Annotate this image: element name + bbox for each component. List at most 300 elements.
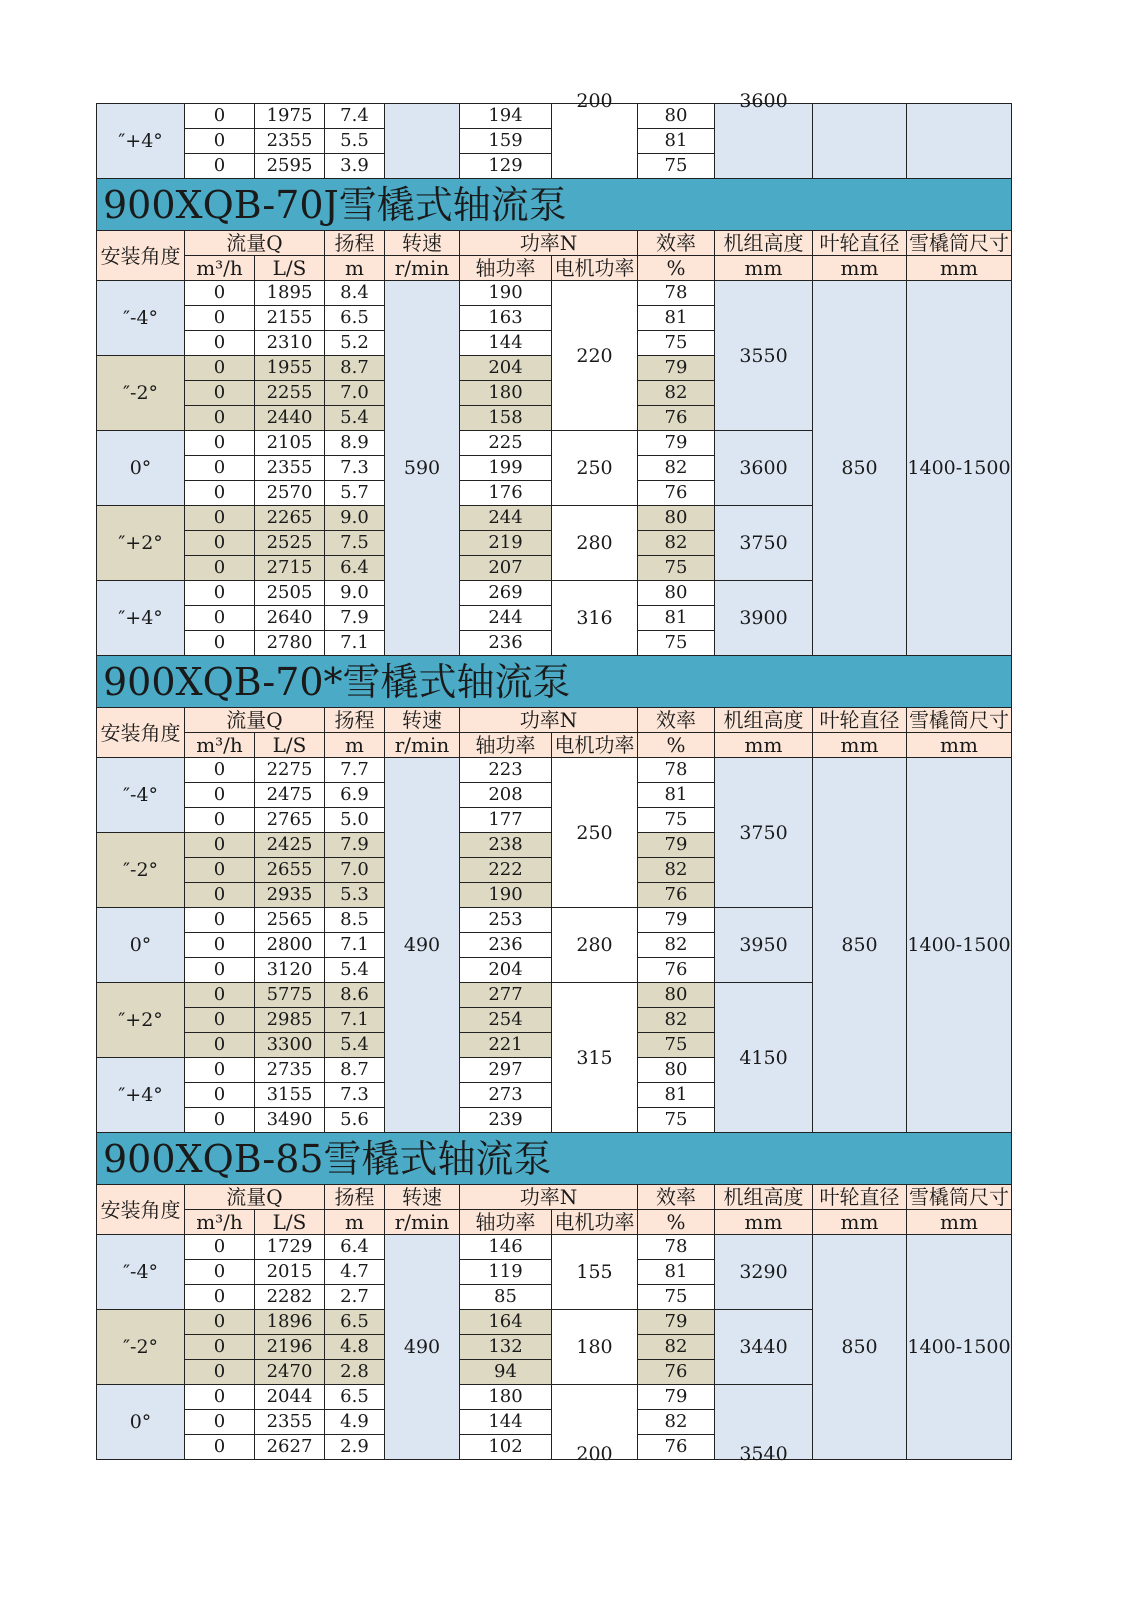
flow-m3h-cell: 0 bbox=[185, 783, 255, 808]
head-cell: 5.7 bbox=[325, 481, 385, 506]
flow-ls-cell: 1895 bbox=[255, 281, 325, 306]
header-shaft-power: 轴功率 bbox=[460, 733, 552, 758]
flow-ls-cell: 3300 bbox=[255, 1033, 325, 1058]
shaft-power-cell: 223 bbox=[460, 758, 552, 783]
flow-ls-cell: 2470 bbox=[255, 1360, 325, 1385]
unit-m: m bbox=[325, 733, 385, 758]
flow-m3h-cell: 0 bbox=[185, 306, 255, 331]
shaft-power-cell: 85 bbox=[460, 1285, 552, 1310]
flow-m3h-cell: 0 bbox=[185, 858, 255, 883]
flow-ls-cell: 2655 bbox=[255, 858, 325, 883]
header-speed: 转速 bbox=[385, 231, 460, 256]
section-title-row bbox=[97, 179, 1012, 231]
flow-ls-cell: 2044 bbox=[255, 1385, 325, 1410]
header-unit-row bbox=[97, 1210, 1012, 1235]
flow-ls-cell: 3120 bbox=[255, 958, 325, 983]
flow-ls-cell: 5775 bbox=[255, 983, 325, 1008]
flow-m3h-cell: 0 bbox=[185, 1083, 255, 1108]
head-cell: 7.1 bbox=[325, 933, 385, 958]
flow-ls-cell: 2627 bbox=[255, 1435, 325, 1460]
flow-m3h-cell: 0 bbox=[185, 356, 255, 381]
efficiency-cell: 79 bbox=[638, 833, 715, 858]
head-cell: 6.5 bbox=[325, 1310, 385, 1335]
shaft-power-cell: 180 bbox=[460, 1385, 552, 1410]
angle-cell: ″+4° bbox=[97, 1058, 185, 1133]
unit-m3h: m³/h bbox=[185, 256, 255, 281]
shaft-power-cell: 163 bbox=[460, 306, 552, 331]
shaft-power-cell: 144 bbox=[460, 1410, 552, 1435]
flow-ls-cell: 2505 bbox=[255, 581, 325, 606]
shaft-power-cell: 207 bbox=[460, 556, 552, 581]
header-flow: 流量Q bbox=[185, 708, 325, 733]
efficiency-cell: 79 bbox=[638, 908, 715, 933]
motor-power-cell: 220 bbox=[552, 281, 638, 431]
table-row bbox=[97, 1235, 1012, 1260]
flow-ls-cell: 2570 bbox=[255, 481, 325, 506]
motor-power-cell: 200 bbox=[552, 1385, 638, 1460]
unit-mm: mm bbox=[813, 256, 907, 281]
flow-ls-cell: 1975 bbox=[255, 104, 325, 129]
flow-ls-cell: 2355 bbox=[255, 129, 325, 154]
shaft-power-cell: 219 bbox=[460, 531, 552, 556]
unit-height-cell bbox=[715, 90, 813, 179]
head-cell: 5.4 bbox=[325, 406, 385, 431]
header-shaft-power: 轴功率 bbox=[460, 1210, 552, 1235]
efficiency-cell: 75 bbox=[638, 556, 715, 581]
efficiency-cell: 80 bbox=[638, 104, 715, 129]
impeller-diameter-cell: 850 bbox=[813, 758, 907, 1133]
unit-mm: mm bbox=[715, 1210, 813, 1235]
flow-ls-cell: 2355 bbox=[255, 1410, 325, 1435]
efficiency-cell: 81 bbox=[638, 306, 715, 331]
header-impeller-diameter: 叶轮直径 bbox=[813, 1185, 907, 1210]
unit-height-cell: 3900 bbox=[715, 581, 813, 656]
flow-ls-cell: 2425 bbox=[255, 833, 325, 858]
motor-power-cell: 250 bbox=[552, 431, 638, 506]
flow-m3h-cell: 0 bbox=[185, 933, 255, 958]
head-cell: 7.9 bbox=[325, 606, 385, 631]
unit-height-cell: 3750 bbox=[715, 506, 813, 581]
shaft-power-cell: 132 bbox=[460, 1335, 552, 1360]
header-sled-size: 雪橇筒尺寸 bbox=[907, 231, 1012, 256]
shaft-power-cell: 269 bbox=[460, 581, 552, 606]
shaft-power-cell: 225 bbox=[460, 431, 552, 456]
header-speed: 转速 bbox=[385, 1185, 460, 1210]
flow-ls-cell: 1955 bbox=[255, 356, 325, 381]
head-cell: 7.1 bbox=[325, 631, 385, 656]
flow-m3h-cell: 0 bbox=[185, 281, 255, 306]
section-title: 900XQB-70J雪橇式轴流泵 bbox=[97, 179, 1012, 231]
angle-cell: 0° bbox=[97, 431, 185, 506]
efficiency-cell: 82 bbox=[638, 531, 715, 556]
unit-height-cell: 3440 bbox=[715, 1310, 813, 1385]
head-cell: 7.0 bbox=[325, 858, 385, 883]
head-cell: 8.7 bbox=[325, 1058, 385, 1083]
shaft-power-cell: 254 bbox=[460, 1008, 552, 1033]
header-unit-row bbox=[97, 256, 1012, 281]
angle-cell: ″-4° bbox=[97, 1235, 185, 1310]
header-row bbox=[97, 1185, 1012, 1210]
header-sled-size: 雪橇筒尺寸 bbox=[907, 1185, 1012, 1210]
shaft-power-cell: 222 bbox=[460, 858, 552, 883]
sled-size-cell bbox=[907, 104, 1012, 179]
angle-cell: 0° bbox=[97, 1385, 185, 1460]
efficiency-cell: 82 bbox=[638, 1335, 715, 1360]
flow-m3h-cell: 0 bbox=[185, 456, 255, 481]
efficiency-cell: 82 bbox=[638, 1008, 715, 1033]
head-cell: 4.7 bbox=[325, 1260, 385, 1285]
head-cell: 7.7 bbox=[325, 758, 385, 783]
flow-m3h-cell: 0 bbox=[185, 556, 255, 581]
flow-ls-cell: 2985 bbox=[255, 1008, 325, 1033]
flow-m3h-cell: 0 bbox=[185, 1033, 255, 1058]
unit-ls: L/S bbox=[255, 256, 325, 281]
flow-ls-cell: 2800 bbox=[255, 933, 325, 958]
efficiency-cell: 76 bbox=[638, 958, 715, 983]
efficiency-cell: 82 bbox=[638, 381, 715, 406]
unit-height-cell: 3950 bbox=[715, 908, 813, 983]
shaft-power-cell: 244 bbox=[460, 606, 552, 631]
header-motor-power: 电机功率 bbox=[552, 1210, 638, 1235]
head-cell: 6.5 bbox=[325, 1385, 385, 1410]
efficiency-cell: 81 bbox=[638, 783, 715, 808]
angle-cell: ″-2° bbox=[97, 1310, 185, 1385]
head-cell: 4.9 bbox=[325, 1410, 385, 1435]
angle-cell: ″+4° bbox=[97, 104, 185, 179]
speed-cell bbox=[385, 104, 460, 179]
head-cell: 2.8 bbox=[325, 1360, 385, 1385]
flow-m3h-cell: 0 bbox=[185, 983, 255, 1008]
unit-m: m bbox=[325, 1210, 385, 1235]
angle-cell: ″+2° bbox=[97, 983, 185, 1058]
unit-mm: mm bbox=[715, 256, 813, 281]
flow-ls-cell: 1896 bbox=[255, 1310, 325, 1335]
header-efficiency: 效率 bbox=[638, 1185, 715, 1210]
head-cell: 7.0 bbox=[325, 381, 385, 406]
motor-power-cell: 316 bbox=[552, 581, 638, 656]
unit-ls: L/S bbox=[255, 733, 325, 758]
flow-m3h-cell: 0 bbox=[185, 958, 255, 983]
shaft-power-cell: 297 bbox=[460, 1058, 552, 1083]
flow-ls-cell: 2935 bbox=[255, 883, 325, 908]
section-title-row bbox=[97, 656, 1012, 708]
header-unit-height: 机组高度 bbox=[715, 231, 813, 256]
efficiency-cell: 82 bbox=[638, 858, 715, 883]
efficiency-cell: 81 bbox=[638, 1083, 715, 1108]
flow-m3h-cell: 0 bbox=[185, 758, 255, 783]
efficiency-cell: 76 bbox=[638, 1435, 715, 1460]
header-angle: 安装角度 bbox=[97, 708, 185, 758]
efficiency-cell: 78 bbox=[638, 1235, 715, 1260]
motor-power-cell bbox=[552, 90, 638, 179]
angle-cell: ″-4° bbox=[97, 758, 185, 833]
head-cell: 3.9 bbox=[325, 154, 385, 179]
flow-m3h-cell: 0 bbox=[185, 1235, 255, 1260]
flow-m3h-cell: 0 bbox=[185, 1335, 255, 1360]
head-cell: 5.3 bbox=[325, 883, 385, 908]
header-motor-power: 电机功率 bbox=[552, 733, 638, 758]
efficiency-cell: 76 bbox=[638, 481, 715, 506]
flow-m3h-cell: 0 bbox=[185, 581, 255, 606]
pump-spec-table bbox=[96, 90, 1012, 1465]
header-impeller-diameter: 叶轮直径 bbox=[813, 231, 907, 256]
flow-m3h-cell: 0 bbox=[185, 808, 255, 833]
efficiency-cell: 79 bbox=[638, 1385, 715, 1410]
flow-ls-cell: 2196 bbox=[255, 1335, 325, 1360]
flow-ls-cell: 2015 bbox=[255, 1260, 325, 1285]
flow-m3h-cell: 0 bbox=[185, 1285, 255, 1310]
flow-ls-cell: 2255 bbox=[255, 381, 325, 406]
head-cell: 7.3 bbox=[325, 1083, 385, 1108]
flow-ls-cell: 2440 bbox=[255, 406, 325, 431]
header-power: 功率N bbox=[460, 708, 638, 733]
flow-ls-cell: 2595 bbox=[255, 154, 325, 179]
head-cell: 5.4 bbox=[325, 958, 385, 983]
flow-ls-cell: 2265 bbox=[255, 506, 325, 531]
table-row bbox=[97, 104, 1012, 129]
flow-ls-cell: 3490 bbox=[255, 1108, 325, 1133]
unit-mm: mm bbox=[907, 1210, 1012, 1235]
shaft-power-cell: 119 bbox=[460, 1260, 552, 1285]
header-flow: 流量Q bbox=[185, 1185, 325, 1210]
impeller-diameter-cell: 850 bbox=[813, 281, 907, 656]
flow-ls-cell: 2282 bbox=[255, 1285, 325, 1310]
flow-ls-cell: 3155 bbox=[255, 1083, 325, 1108]
shaft-power-cell: 273 bbox=[460, 1083, 552, 1108]
section-title: 900XQB-85雪橇式轴流泵 bbox=[97, 1133, 1012, 1185]
unit-m: m bbox=[325, 256, 385, 281]
shaft-power-cell: 129 bbox=[460, 154, 552, 179]
speed-cell: 490 bbox=[385, 758, 460, 1133]
head-cell: 6.5 bbox=[325, 306, 385, 331]
shaft-power-cell: 190 bbox=[460, 281, 552, 306]
flow-m3h-cell: 0 bbox=[185, 1108, 255, 1133]
head-cell: 5.0 bbox=[325, 808, 385, 833]
shaft-power-cell: 94 bbox=[460, 1360, 552, 1385]
shaft-power-cell: 253 bbox=[460, 908, 552, 933]
efficiency-cell: 82 bbox=[638, 456, 715, 481]
flow-m3h-cell: 0 bbox=[185, 1435, 255, 1460]
shaft-power-cell: 176 bbox=[460, 481, 552, 506]
shaft-power-cell: 204 bbox=[460, 356, 552, 381]
efficiency-cell: 76 bbox=[638, 406, 715, 431]
efficiency-cell: 80 bbox=[638, 506, 715, 531]
flow-ls-cell: 2765 bbox=[255, 808, 325, 833]
flow-m3h-cell: 0 bbox=[185, 1260, 255, 1285]
unit-pct: % bbox=[638, 733, 715, 758]
flow-m3h-cell: 0 bbox=[185, 1058, 255, 1083]
flow-m3h-cell: 0 bbox=[185, 631, 255, 656]
flow-ls-cell: 2735 bbox=[255, 1058, 325, 1083]
section-title-row bbox=[97, 1133, 1012, 1185]
unit-rmin: r/min bbox=[385, 256, 460, 281]
header-power: 功率N bbox=[460, 231, 638, 256]
efficiency-cell: 75 bbox=[638, 331, 715, 356]
flow-ls-cell: 2780 bbox=[255, 631, 325, 656]
shaft-power-cell: 244 bbox=[460, 506, 552, 531]
efficiency-cell: 82 bbox=[638, 1410, 715, 1435]
head-cell: 2.7 bbox=[325, 1285, 385, 1310]
speed-cell: 590 bbox=[385, 281, 460, 656]
angle-cell: ″+2° bbox=[97, 506, 185, 581]
unit-height-cell: 3600 bbox=[715, 431, 813, 506]
flow-m3h-cell: 0 bbox=[185, 481, 255, 506]
head-cell: 7.5 bbox=[325, 531, 385, 556]
efficiency-cell: 79 bbox=[638, 356, 715, 381]
head-cell: 9.0 bbox=[325, 581, 385, 606]
unit-height-cell: 3540 bbox=[715, 1385, 813, 1460]
head-cell: 2.9 bbox=[325, 1435, 385, 1460]
shaft-power-cell: 180 bbox=[460, 381, 552, 406]
unit-m3h: m³/h bbox=[185, 1210, 255, 1235]
efficiency-cell: 75 bbox=[638, 154, 715, 179]
head-cell: 5.6 bbox=[325, 1108, 385, 1133]
shaft-power-cell: 236 bbox=[460, 933, 552, 958]
unit-rmin: r/min bbox=[385, 733, 460, 758]
angle-cell: ″-2° bbox=[97, 833, 185, 908]
flow-ls-cell: 2355 bbox=[255, 456, 325, 481]
head-cell: 7.1 bbox=[325, 1008, 385, 1033]
flow-ls-cell: 1729 bbox=[255, 1235, 325, 1260]
shaft-power-cell: 164 bbox=[460, 1310, 552, 1335]
head-cell: 4.8 bbox=[325, 1335, 385, 1360]
header-unit-row bbox=[97, 733, 1012, 758]
efficiency-cell: 80 bbox=[638, 983, 715, 1008]
head-cell: 7.3 bbox=[325, 456, 385, 481]
head-cell: 5.2 bbox=[325, 331, 385, 356]
efficiency-cell: 76 bbox=[638, 883, 715, 908]
motor-power-cell: 315 bbox=[552, 983, 638, 1133]
unit-height-cell: 3290 bbox=[715, 1235, 813, 1310]
unit-mm: mm bbox=[907, 256, 1012, 281]
header-head: 扬程 bbox=[325, 231, 385, 256]
flow-ls-cell: 2155 bbox=[255, 306, 325, 331]
angle-cell: ″+4° bbox=[97, 581, 185, 656]
header-row bbox=[97, 231, 1012, 256]
pump-spec-sheet bbox=[96, 90, 1011, 1505]
efficiency-cell: 78 bbox=[638, 758, 715, 783]
shaft-power-cell: 204 bbox=[460, 958, 552, 983]
unit-height-cell: 4150 bbox=[715, 983, 813, 1133]
head-cell: 7.4 bbox=[325, 104, 385, 129]
efficiency-cell: 75 bbox=[638, 1108, 715, 1133]
shaft-power-cell: 239 bbox=[460, 1108, 552, 1133]
efficiency-cell: 76 bbox=[638, 1360, 715, 1385]
flow-m3h-cell: 0 bbox=[185, 1360, 255, 1385]
flow-m3h-cell: 0 bbox=[185, 1310, 255, 1335]
header-impeller-diameter: 叶轮直径 bbox=[813, 708, 907, 733]
flow-ls-cell: 2525 bbox=[255, 531, 325, 556]
shaft-power-cell: 221 bbox=[460, 1033, 552, 1058]
unit-pct: % bbox=[638, 1210, 715, 1235]
header-angle: 安装角度 bbox=[97, 1185, 185, 1235]
shaft-power-cell: 158 bbox=[460, 406, 552, 431]
motor-power-cell: 280 bbox=[552, 506, 638, 581]
flow-m3h-cell: 0 bbox=[185, 506, 255, 531]
motor-power-cell: 280 bbox=[552, 908, 638, 983]
flow-m3h-cell: 0 bbox=[185, 833, 255, 858]
unit-m3h: m³/h bbox=[185, 733, 255, 758]
efficiency-cell: 75 bbox=[638, 808, 715, 833]
unit-mm: mm bbox=[715, 733, 813, 758]
shaft-power-cell: 238 bbox=[460, 833, 552, 858]
motor-power-cell: 155 bbox=[552, 1235, 638, 1310]
shaft-power-cell: 236 bbox=[460, 631, 552, 656]
head-cell: 9.0 bbox=[325, 506, 385, 531]
header-speed: 转速 bbox=[385, 708, 460, 733]
head-cell: 8.6 bbox=[325, 983, 385, 1008]
impeller-diameter-cell: 850 bbox=[813, 1235, 907, 1460]
header-efficiency: 效率 bbox=[638, 231, 715, 256]
sled-size-cell: 1400-1500 bbox=[907, 1235, 1012, 1460]
motor-power-cell: 180 bbox=[552, 1310, 638, 1385]
flow-m3h-cell: 0 bbox=[185, 1008, 255, 1033]
impeller-diameter-cell bbox=[813, 104, 907, 179]
efficiency-cell: 81 bbox=[638, 606, 715, 631]
flow-m3h-cell: 0 bbox=[185, 1385, 255, 1410]
flow-m3h-cell: 0 bbox=[185, 331, 255, 356]
shaft-power-cell: 144 bbox=[460, 331, 552, 356]
flow-m3h-cell: 0 bbox=[185, 883, 255, 908]
header-head: 扬程 bbox=[325, 708, 385, 733]
flow-m3h-cell: 0 bbox=[185, 406, 255, 431]
motor-power-cut: 200 bbox=[576, 90, 613, 112]
flow-m3h-cell: 0 bbox=[185, 381, 255, 406]
head-cell: 5.4 bbox=[325, 1033, 385, 1058]
flow-ls-cell: 2715 bbox=[255, 556, 325, 581]
header-shaft-power: 轴功率 bbox=[460, 256, 552, 281]
flow-ls-cell: 2640 bbox=[255, 606, 325, 631]
speed-cell: 490 bbox=[385, 1235, 460, 1460]
head-cell: 8.7 bbox=[325, 356, 385, 381]
unit-pct: % bbox=[638, 256, 715, 281]
shaft-power-cell: 102 bbox=[460, 1435, 552, 1460]
flow-ls-cell: 2565 bbox=[255, 908, 325, 933]
shaft-power-cell: 194 bbox=[460, 104, 552, 129]
flow-ls-cell: 2475 bbox=[255, 783, 325, 808]
efficiency-cell: 81 bbox=[638, 1260, 715, 1285]
header-head: 扬程 bbox=[325, 1185, 385, 1210]
head-cell: 6.4 bbox=[325, 556, 385, 581]
table-row bbox=[97, 281, 1012, 306]
efficiency-cell: 82 bbox=[638, 933, 715, 958]
header-unit-height: 机组高度 bbox=[715, 1185, 813, 1210]
efficiency-cell: 79 bbox=[638, 1310, 715, 1335]
flow-m3h-cell: 0 bbox=[185, 908, 255, 933]
header-row bbox=[97, 708, 1012, 733]
flow-m3h-cell: 0 bbox=[185, 154, 255, 179]
head-cell: 8.5 bbox=[325, 908, 385, 933]
flow-m3h-cell: 0 bbox=[185, 606, 255, 631]
head-cell: 6.4 bbox=[325, 1235, 385, 1260]
shaft-power-cell: 159 bbox=[460, 129, 552, 154]
header-motor-power: 电机功率 bbox=[552, 256, 638, 281]
head-cell: 7.9 bbox=[325, 833, 385, 858]
flow-m3h-cell: 0 bbox=[185, 104, 255, 129]
unit-ls: L/S bbox=[255, 1210, 325, 1235]
unit-mm: mm bbox=[907, 733, 1012, 758]
motor-power-cell: 250 bbox=[552, 758, 638, 908]
efficiency-cell: 79 bbox=[638, 431, 715, 456]
efficiency-cell: 75 bbox=[638, 1285, 715, 1310]
unit-rmin: r/min bbox=[385, 1210, 460, 1235]
angle-cell: ″-4° bbox=[97, 281, 185, 356]
header-angle: 安装角度 bbox=[97, 231, 185, 281]
flow-ls-cell: 2310 bbox=[255, 331, 325, 356]
header-power: 功率N bbox=[460, 1185, 638, 1210]
flow-ls-cell: 2105 bbox=[255, 431, 325, 456]
angle-cell: ″-2° bbox=[97, 356, 185, 431]
